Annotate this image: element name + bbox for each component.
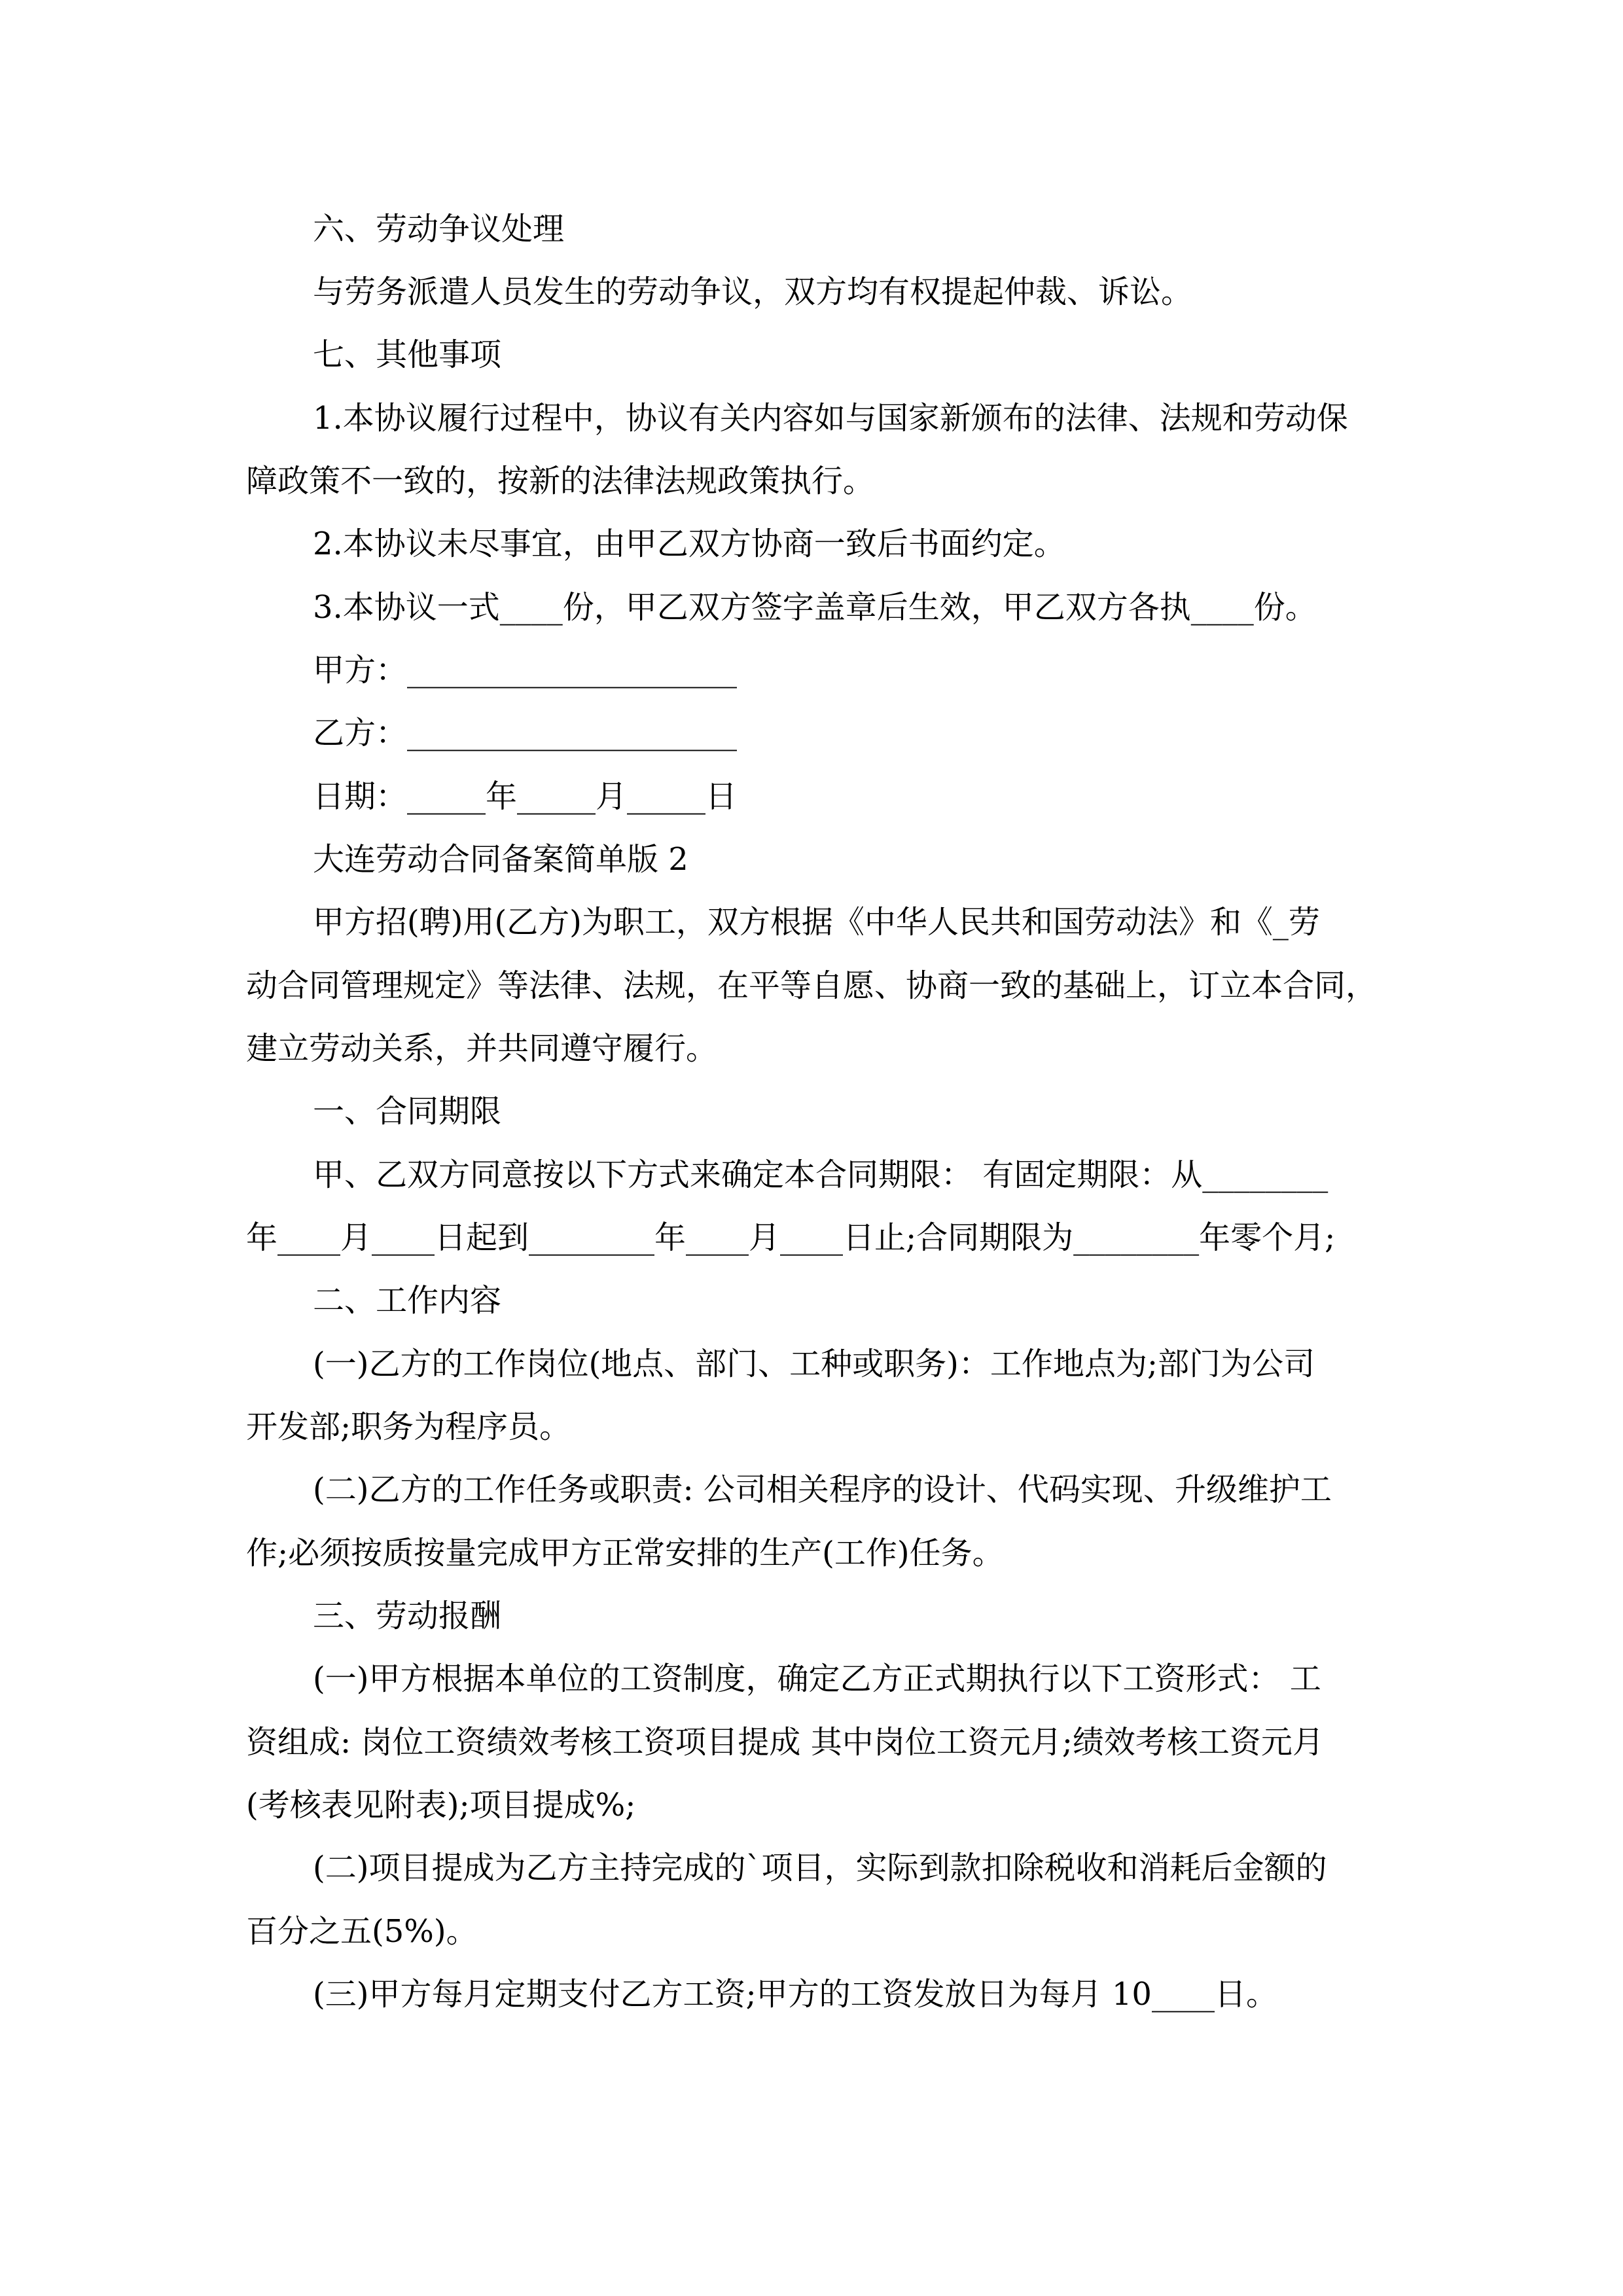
paragraph-line: 障政策不一致的，按新的法律法规政策执行。 xyxy=(246,463,875,499)
paragraph-line: 年____月____日起到________年____月____日止;合同期限为________年零个月; xyxy=(246,1219,1336,1256)
paragraph-line: (二)乙方的工作任务或职责: 公司相关程序的设计、代码实现、升级维护工 xyxy=(313,1471,1332,1508)
paragraph-line: 1.本协议履行过程中，协议有关内容如与国家新颁布的法律、法规和劳动保 xyxy=(313,400,1348,437)
section-heading-term: 一、合同期限 xyxy=(313,1093,502,1130)
paragraph-line: (二)项目提成为乙方主持完成的`项目，实际到款扣除税收和消耗后金额的 xyxy=(313,1850,1327,1886)
section-heading-pay: 三、劳动报酬 xyxy=(313,1598,502,1634)
paragraph-line: 百分之五(5%)。 xyxy=(246,1913,478,1950)
paragraph-line: (一)甲方根据本单位的工资制度，确定乙方正式期执行以下工资形式： 工 xyxy=(313,1660,1321,1697)
paragraph-line: 作;必须按质按量完成甲方正常安排的生产(工作)任务。 xyxy=(246,1535,1004,1571)
section-heading-work: 二、工作内容 xyxy=(313,1282,502,1319)
paragraph-line: 资组成: 岗位工资绩效考核工资项目提成 其中岗位工资元月;绩效考核工资元月 xyxy=(246,1724,1324,1761)
signature-party-b: 乙方：_____________________ xyxy=(313,715,738,751)
paragraph-line: 建立劳动关系，并共同遵守履行。 xyxy=(246,1030,718,1067)
paragraph-line: 3.本协议一式____份，甲乙双方签字盖章后生效，甲乙双方各执____份。 xyxy=(313,589,1317,626)
paragraph-line: (三)甲方每月定期支付乙方工资;甲方的工资发放日为每月 10____日。 xyxy=(313,1976,1277,2013)
paragraph-line: (一)乙方的工作岗位(地点、部门、工种或职务)：工作地点为;部门为公司 xyxy=(313,1346,1315,1382)
paragraph-line: 甲、乙双方同意按以下方式来确定本合同期限： 有固定期限：从________ xyxy=(313,1157,1329,1193)
paragraph-line: 2.本协议未尽事宜，由甲乙双方协商一致后书面约定。 xyxy=(313,526,1065,562)
paragraph-line: 与劳务派遣人员发生的劳动争议，双方均有权提起仲裁、诉讼。 xyxy=(313,274,1193,310)
paragraph-line: 甲方招(聘)用(乙方)为职工，双方根据《中华人民共和国劳动法》和《_劳 xyxy=(313,904,1320,941)
section-heading-dispute: 六、劳动争议处理 xyxy=(313,211,565,247)
paragraph-line: (考核表见附表);项目提成%; xyxy=(246,1787,636,1823)
paragraph-line: 动合同管理规定》等法律、法规，在平等自愿、协商一致的基础上，订立本合同， xyxy=(246,967,1378,1004)
signature-party-a: 甲方：_____________________ xyxy=(313,652,738,689)
section-heading-other: 七、其他事项 xyxy=(313,336,502,373)
document-title: 大连劳动合同备案简单版 2 xyxy=(313,841,688,878)
signature-date: 日期：_____年_____月_____日 xyxy=(313,778,738,815)
paragraph-line: 开发部;职务为程序员。 xyxy=(246,1408,571,1445)
